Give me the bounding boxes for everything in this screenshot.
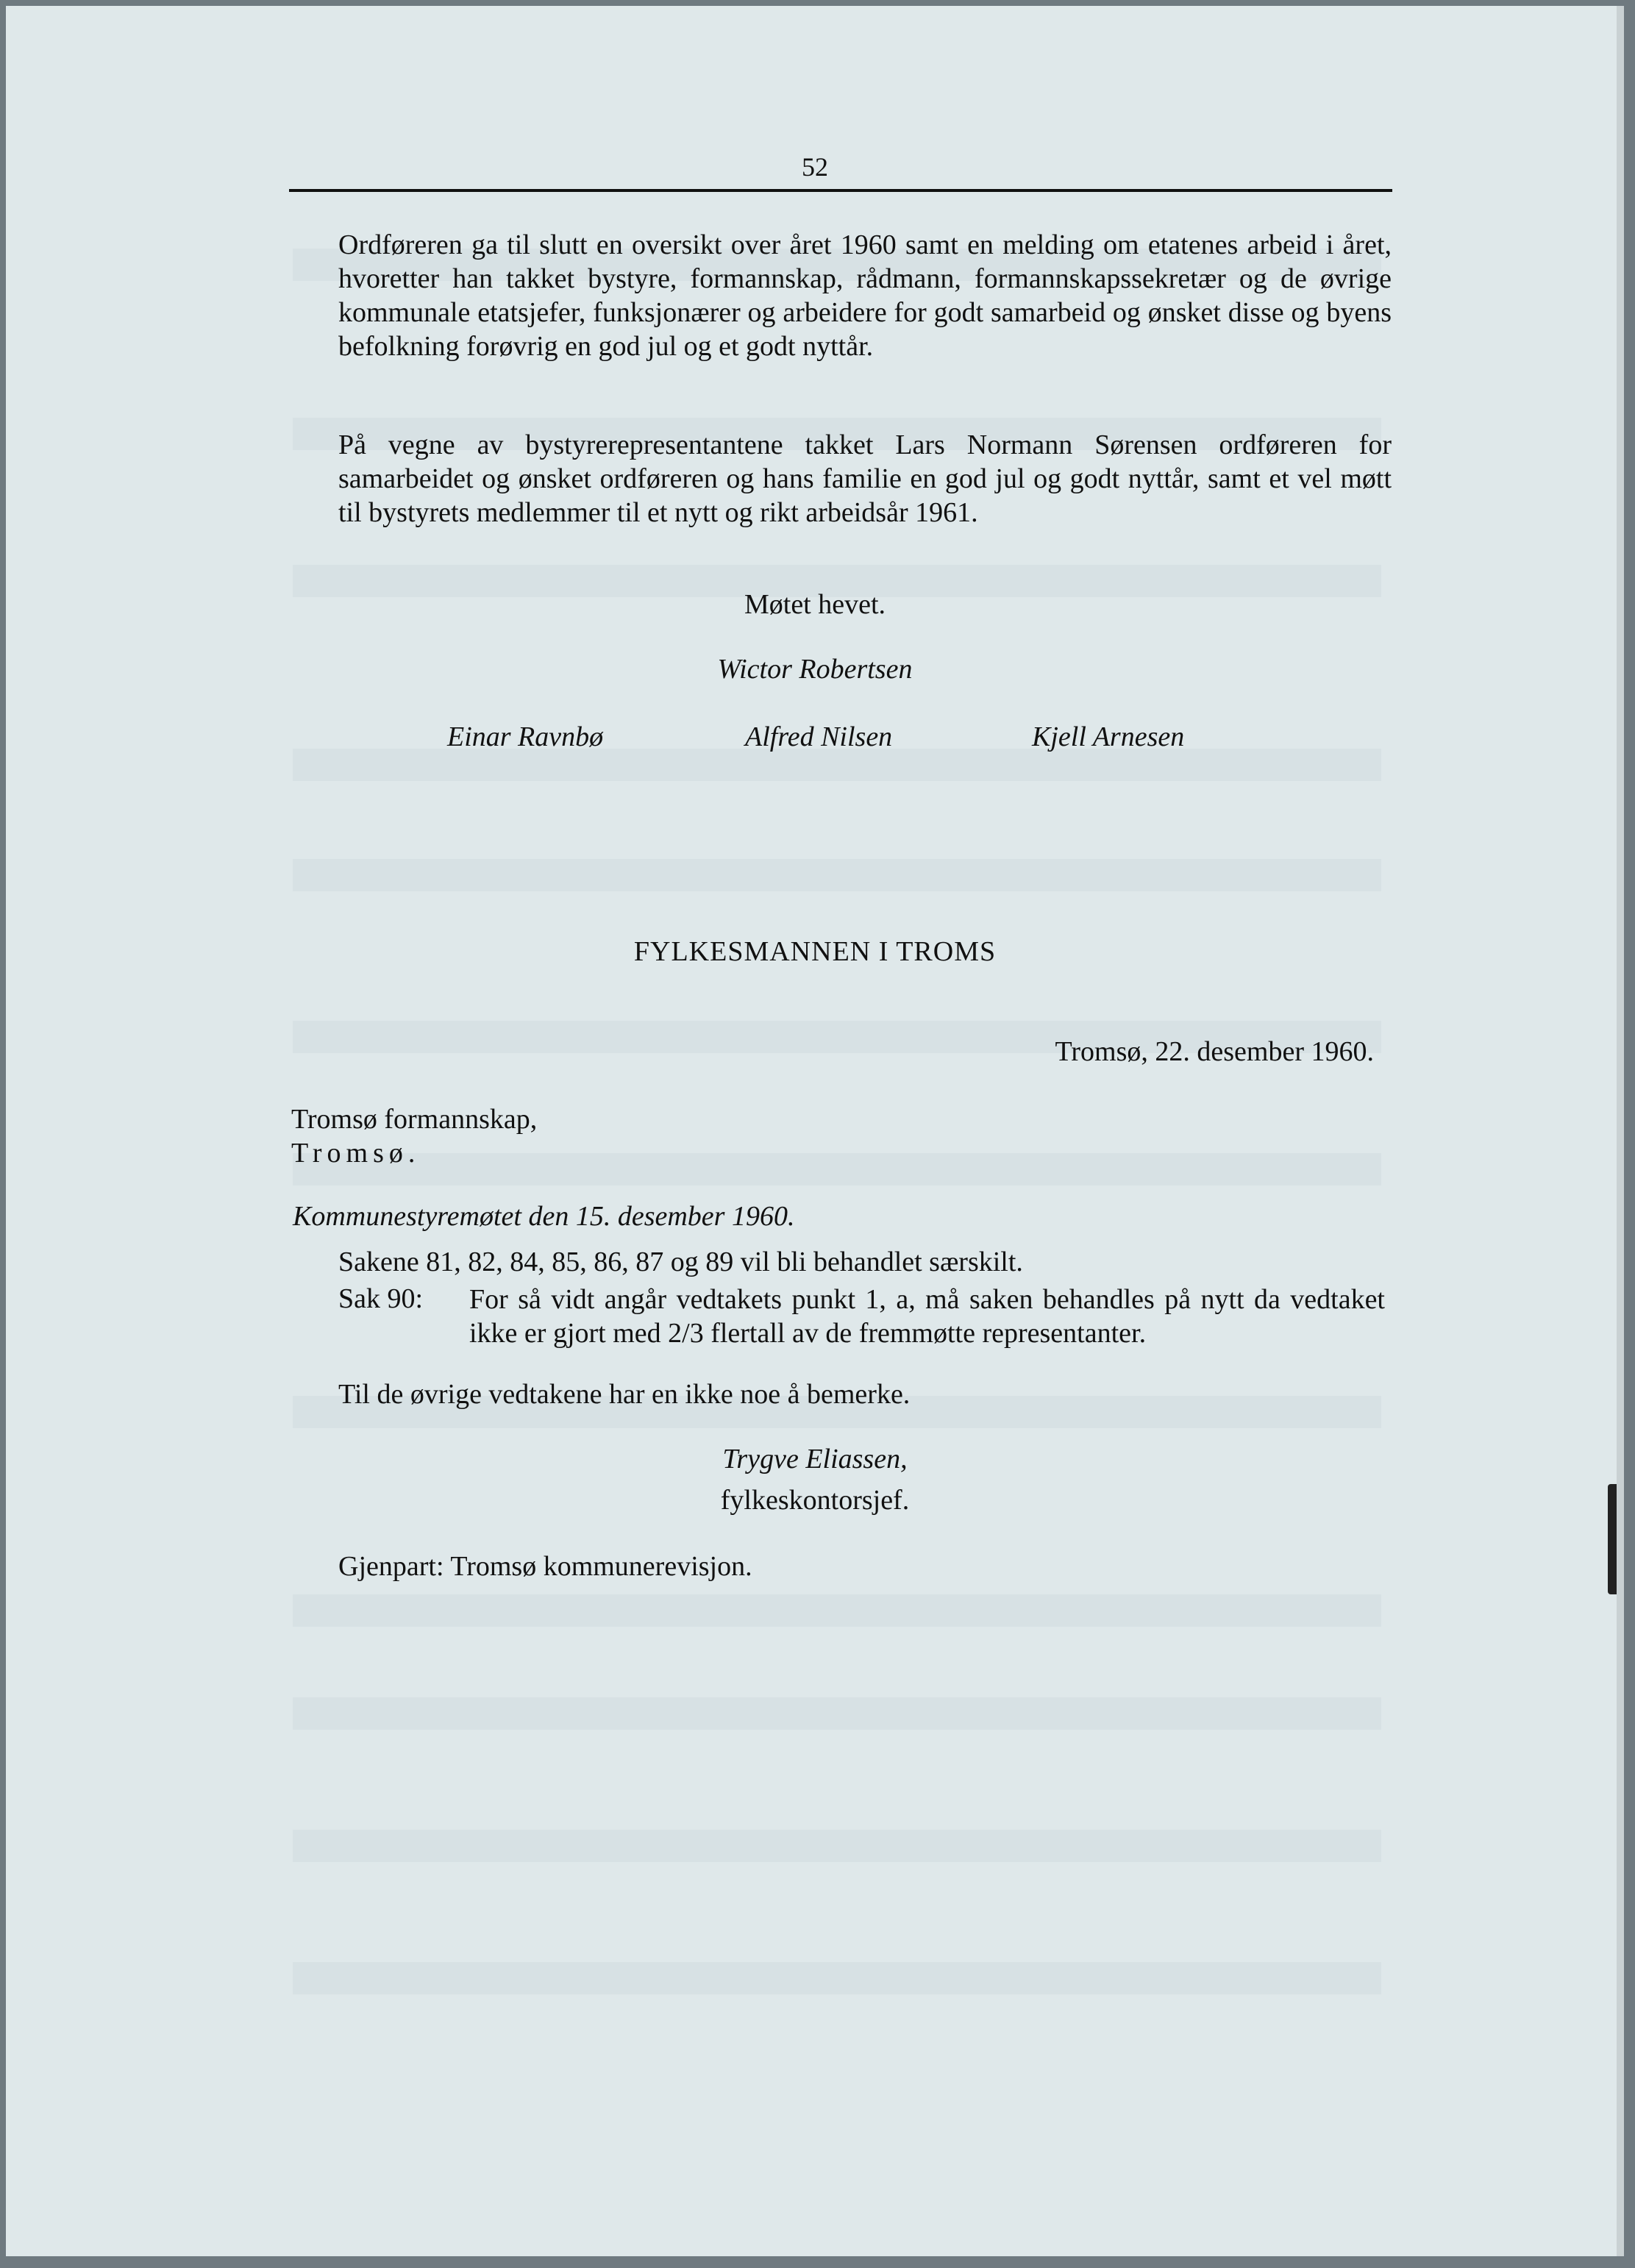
header-rule [289, 189, 1392, 192]
addressee-line-2: Tromsø. [291, 1138, 421, 1169]
meeting-closed-text: Møtet hevet. [744, 589, 886, 620]
chair-signature: Wictor Robertsen [717, 654, 913, 685]
thanks-paragraph: På vegne av bystyrerepresentantene takket Lars Normann Sørensen ordføreren for samarbeidet og ønsket ordføreren og hans familie en god jul og godt nyttår, samt et vel møtt til bystyrets medlemmer til et nytt og rikt arbeidsår 1961. [338, 429, 1392, 528]
closing-remarks-paragraph: Ordføreren ga til slutt en oversikt over året 1960 samt en melding om etatenes arbeid i året, hvoretter han takket bystyre, formannskap, rådmann, formannskapssekretær og de øvrige kommunale etatsjefer, funksjonærer og arbeidere for godt samarbeid og ønsket disse og byens befolkning forøvrig en god jul og et godt nyttår. [338, 229, 1392, 362]
binding-tab [1608, 1484, 1617, 1594]
copy-recipient-line: Gjenpart: Tromsø kommunerevisjon. [338, 1551, 752, 1582]
signer-title: fylkeskontorsjef. [720, 1485, 910, 1516]
addressee-line-1: Tromsø formannskap, [291, 1104, 538, 1135]
letter-subject: Kommunestyremøtet den 15. desember 1960. [293, 1201, 795, 1232]
case-90-text: For så vidt angår vedtakets punkt 1, a, må saken behandles på nytt da vedtaket ikke er gjort med 2/3 flertall av de fremmøtte representanter. [469, 1284, 1385, 1349]
signature-2: Alfred Nilsen [745, 721, 893, 752]
page-number: 52 [802, 152, 828, 182]
signature-3: Kjell Arnesen [1032, 721, 1185, 752]
case-90-label: Sak 90: [338, 1283, 424, 1314]
letter-heading: FYLKESMANNEN I TROMS [633, 936, 997, 967]
signer-name: Trygve Eliassen, [722, 1444, 908, 1474]
remaining-decisions-line: Til de øvrige vedtakene har en ikke noe å bemerke. [338, 1379, 911, 1410]
signature-1: Einar Ravnbø [447, 721, 604, 752]
cases-separate-line: Sakene 81, 82, 84, 85, 86, 87 og 89 vil bli behandlet særskilt. [338, 1247, 1023, 1277]
document-page [6, 6, 1624, 2256]
letter-date: Tromsø, 22. desember 1960. [1055, 1036, 1374, 1067]
